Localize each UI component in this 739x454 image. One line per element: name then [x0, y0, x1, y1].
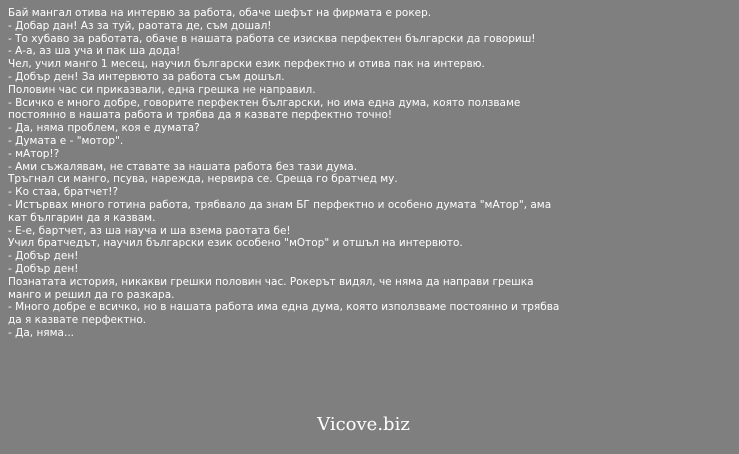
joke-line: - То хубаво за работата, обаче в нашата работа се изисква перфектен български да говориш! — [8, 32, 536, 45]
joke-line: Учил братчедът, научил български език особено "мОтор" и отшъл на интервюто. — [8, 237, 463, 250]
joke-line: - Всичко е много добре, говорите перфектен български, но има една дума, която ползваме — [8, 96, 521, 109]
site-watermark: Vicove.biz — [317, 414, 410, 435]
joke-line: да я казвате перфектно. — [8, 314, 147, 327]
joke-line: - Да, няма проблем, коя е думата? — [8, 122, 200, 135]
joke-line: - Истървах много готина работа, трябвало да знам БГ перфектно и особено думата "мАтор", ама — [8, 198, 552, 211]
joke-line: Чел, учил манго 1 месец, научил български език перфектно и отива пак на интервю. — [8, 58, 485, 71]
joke-line: Тръгнал си манго, псува, нарежда, нервира се. Среща го братчед му. — [8, 173, 398, 186]
joke-line: - Добар дан! Аз за туй, раотата де, съм дошал! — [8, 19, 272, 32]
joke-line: - Ами съжалявам, не ставате за нашата работа без тази дума. — [8, 160, 358, 173]
joke-line: - Е-е, бартчет, аз ша науча и ша взема раотата бе! — [8, 224, 291, 237]
joke-line: Бай мангал отива на интервю за работа, обаче шефът на фирмата е рокер. — [8, 7, 432, 19]
joke-line: кат българин да я казвам. — [8, 211, 156, 224]
joke-text — [8, 7, 593, 340]
joke-line: - Добър ден! — [8, 262, 79, 275]
joke-line: Половин час си приказвали, една грешка не направил. — [8, 83, 316, 96]
joke-line: Познатата история, никакви грешки половин час. Рокерът видял, че няма да направи грешка — [8, 275, 534, 288]
joke-line: манго и решил да го разкара. — [8, 288, 175, 301]
joke-line: - Много добре е всичко, но в нашата работа има една дума, която използваме постоянно и трябва — [8, 301, 560, 314]
joke-line: постоянно в нашата работа и трябва да я казвате перфектно точно! — [8, 109, 393, 122]
joke-line: - Да, няма... — [8, 326, 74, 339]
joke-line: - Думата е - "мотор". — [8, 134, 124, 147]
joke-line: - А-а, аз ша уча и пак ша дода! — [8, 45, 181, 58]
joke-line: - Добър ден! — [8, 250, 79, 263]
joke-line: - мАтор!? — [8, 147, 60, 160]
joke-line: - Ко стаа, братчет!? — [8, 186, 119, 199]
joke-line: - Добър ден! За интервюто за работа съм дошъл. — [8, 70, 285, 83]
